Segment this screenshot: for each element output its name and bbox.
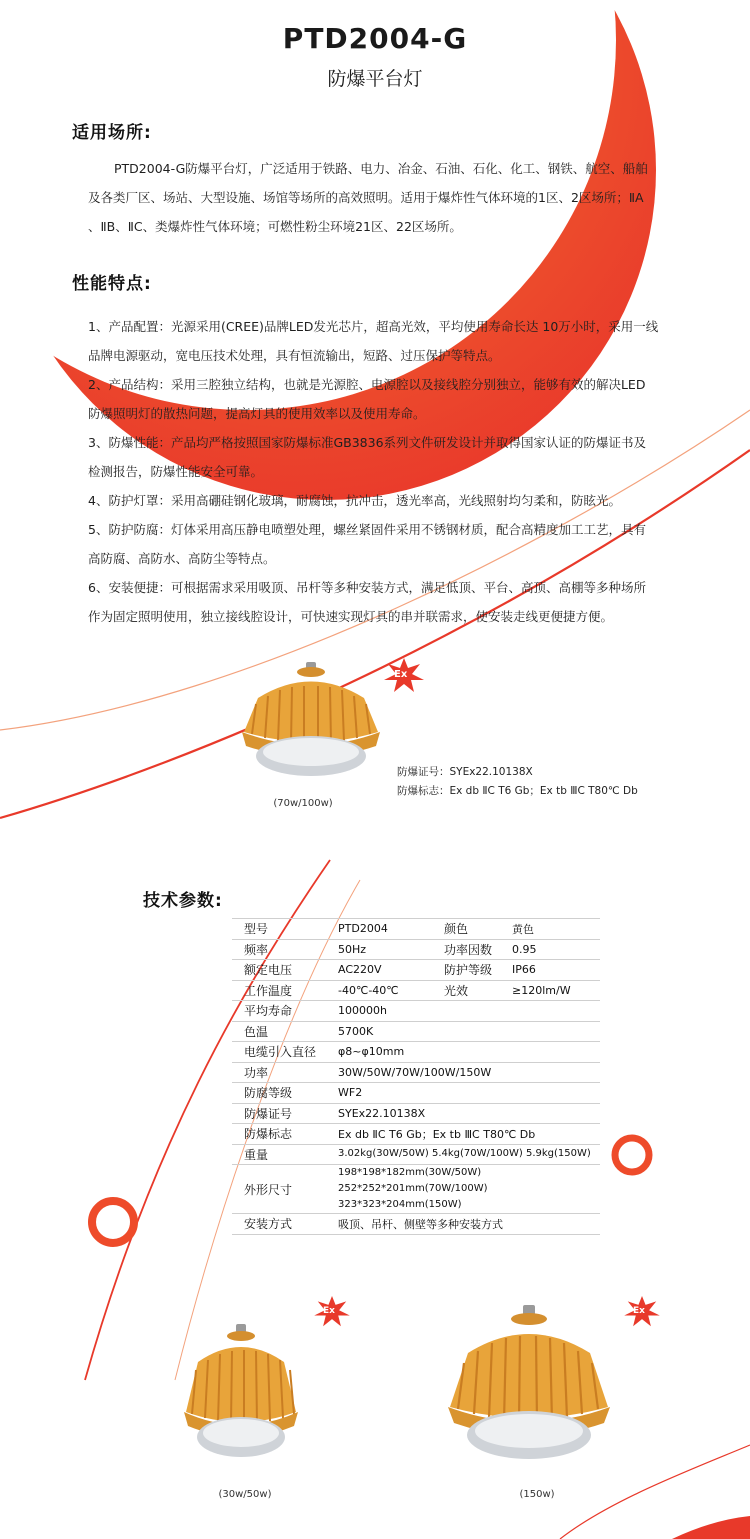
table-row <box>232 1103 600 1124</box>
spec-value: 100000h <box>334 1001 600 1022</box>
spec-key: 功率 <box>232 1062 334 1083</box>
spec-key: 安装方式 <box>232 1214 334 1235</box>
dimension-line: 198*198*182mm(30W/50W) 252*252*201mm(70W/100W) <box>338 1167 488 1194</box>
product-photo-150w <box>440 1303 620 1463</box>
spec-value: WF2 <box>334 1083 600 1104</box>
feature-line: 2、产品结构：采用三腔独立结构，也就是光源腔、电源腔以及接线腔分别独立，能够有效的解决LED <box>88 377 646 392</box>
spec-value: 5700K <box>334 1021 600 1042</box>
spec-key: 重量 <box>232 1144 334 1165</box>
feature-line: 作为固定照明使用，独立接线腔设计，可快速实现灯具的串并联需求，使安装走线更便捷方便。 <box>88 609 614 624</box>
spec-value: -40℃-40℃ <box>334 980 440 1001</box>
spec-key: 外形尺寸 <box>232 1165 334 1214</box>
spec-key: 频率 <box>232 939 334 960</box>
table-row <box>232 1165 600 1214</box>
spec-key: 型号 <box>232 919 334 940</box>
spec-value: IP66 <box>508 960 600 981</box>
ex-badge-main <box>384 658 424 698</box>
spec-value: Ex db ⅡC T6 Gb；Ex tb ⅢC T80℃ Db <box>334 1124 600 1145</box>
ex-badge-large <box>624 1296 660 1332</box>
spec-value: 30W/50W/70W/100W/150W <box>334 1062 600 1083</box>
table-row <box>232 1042 600 1063</box>
spec-value: φ8~φ10mm <box>334 1042 600 1063</box>
specs-heading: 技术参数: <box>143 891 223 911</box>
page-subtitle: 防爆平台灯 <box>327 68 423 90</box>
spec-key: 功率因数 <box>440 939 508 960</box>
spec-value: 3.02kg(30W/50W) 5.4kg(70W/100W) 5.9kg(150W) <box>334 1144 600 1165</box>
features-list <box>88 312 688 631</box>
spec-value: 吸顶、吊杆、侧壁等多种安装方式 <box>334 1214 600 1235</box>
product-photo-30-50w <box>178 1322 308 1462</box>
spec-value: SYEx22.10138X <box>334 1103 600 1124</box>
cert-number: 防爆证号：SYEx22.10138X <box>397 766 533 778</box>
feature-line: 3、防爆性能：产品均严格按照国家防爆标准GB3836系列文件研发设计并取得国家认证的防爆证书及 <box>88 435 647 450</box>
dimension-line: 323*323*204mm(150W) <box>338 1199 462 1210</box>
spec-key: 工作温度 <box>232 980 334 1001</box>
feature-line: 防爆照明灯的散热问题，提高灯具的使用效率以及使用寿命。 <box>88 406 426 421</box>
table-row <box>232 939 600 960</box>
page-title: PTD2004-G <box>282 22 468 55</box>
feature-line: 4、防护灯罩：采用高硼硅钢化玻璃，耐腐蚀，抗冲击，透光率高，光线照射均匀柔和，防眩光。 <box>88 493 621 508</box>
table-row <box>232 1021 600 1042</box>
spec-key: 色温 <box>232 1021 334 1042</box>
caption-150w: (150w) <box>519 1489 555 1500</box>
application-line: PTD2004-G防爆平台灯，广泛适用于铁路、电力、冶金、石油、石化、化工、钢铁、航空、船舶 <box>114 161 648 176</box>
spec-key: 颜色 <box>440 919 508 940</box>
application-line: 、ⅡB、ⅡC、类爆炸性气体环境；可燃性粉尘环境21区、22区场所。 <box>88 219 462 234</box>
spec-key: 防爆标志 <box>232 1124 334 1145</box>
spec-key: 防护等级 <box>440 960 508 981</box>
caption-30-50w: (30w/50w) <box>218 1489 272 1500</box>
ex-badge-small <box>314 1296 350 1332</box>
feature-line: 高防腐、高防水、高防尘等特点。 <box>88 551 276 566</box>
cert-info <box>397 763 638 801</box>
spec-value: ≥120lm/W <box>508 980 600 1001</box>
table-row <box>232 1214 600 1235</box>
table-row <box>232 980 600 1001</box>
spec-key: 额定电压 <box>232 960 334 981</box>
spec-value-dimensions <box>334 1165 600 1214</box>
ex-badge-label: Ex <box>394 669 408 680</box>
feature-line: 5、防护防腐：灯体采用高压静电喷塑处理，螺丝紧固件采用不锈钢材质，配合高精度加工工艺，具有 <box>88 522 646 537</box>
spec-value: PTD2004 <box>334 919 440 940</box>
caption-70-100w: (70w/100w) <box>273 798 333 809</box>
ex-badge-label: Ex <box>633 1306 645 1316</box>
table-row <box>232 960 600 981</box>
table-row <box>232 1144 600 1165</box>
ring-accent-left <box>92 1201 134 1243</box>
feature-line: 1、产品配置：光源采用(CREE)品牌LED发光芯片，超高光效，平均使用寿命长达 10万小时，采用一线 <box>88 319 659 334</box>
table-row <box>232 919 600 940</box>
table-row <box>232 1083 600 1104</box>
feature-line: 检测报告，防爆性能安全可靠。 <box>88 464 264 479</box>
spec-key: 防爆证号 <box>232 1103 334 1124</box>
application-heading: 适用场所: <box>72 123 152 143</box>
feature-line: 品牌电源驱动，宽电压技术处理，具有恒流输出，短路、过压保护等特点。 <box>88 348 501 363</box>
application-line: 及各类厂区、场站、大型设施、场馆等场所的高效照明。适用于爆炸性气体环境的1区、2区场所；ⅡA <box>88 190 644 205</box>
spec-key: 电缆引入直径 <box>232 1042 334 1063</box>
table-row <box>232 1001 600 1022</box>
cert-mark: 防爆标志：Ex db ⅡC T6 Gb；Ex tb ⅢC T80℃ Db <box>397 785 638 797</box>
table-row <box>232 1124 600 1145</box>
spec-value: 黄色 <box>508 919 600 940</box>
specs-table <box>232 918 600 1235</box>
application-paragraph <box>88 154 688 241</box>
spec-value: 0.95 <box>508 939 600 960</box>
features-heading: 性能特点: <box>72 274 152 294</box>
bottom-wedge <box>672 1516 750 1539</box>
ex-badge-label: Ex <box>323 1306 335 1316</box>
spec-value: AC220V <box>334 960 440 981</box>
spec-key: 平均寿命 <box>232 1001 334 1022</box>
spec-key: 光效 <box>440 980 508 1001</box>
product-photo-70-100w <box>228 660 398 785</box>
table-row <box>232 1062 600 1083</box>
spec-key: 防腐等级 <box>232 1083 334 1104</box>
ring-accent-right <box>615 1138 649 1172</box>
feature-line: 6、安装便捷：可根据需求采用吸顶、吊杆等多种安装方式，满足低顶、平台、高顶、高棚等多种场所 <box>88 580 646 595</box>
spec-value: 50Hz <box>334 939 440 960</box>
